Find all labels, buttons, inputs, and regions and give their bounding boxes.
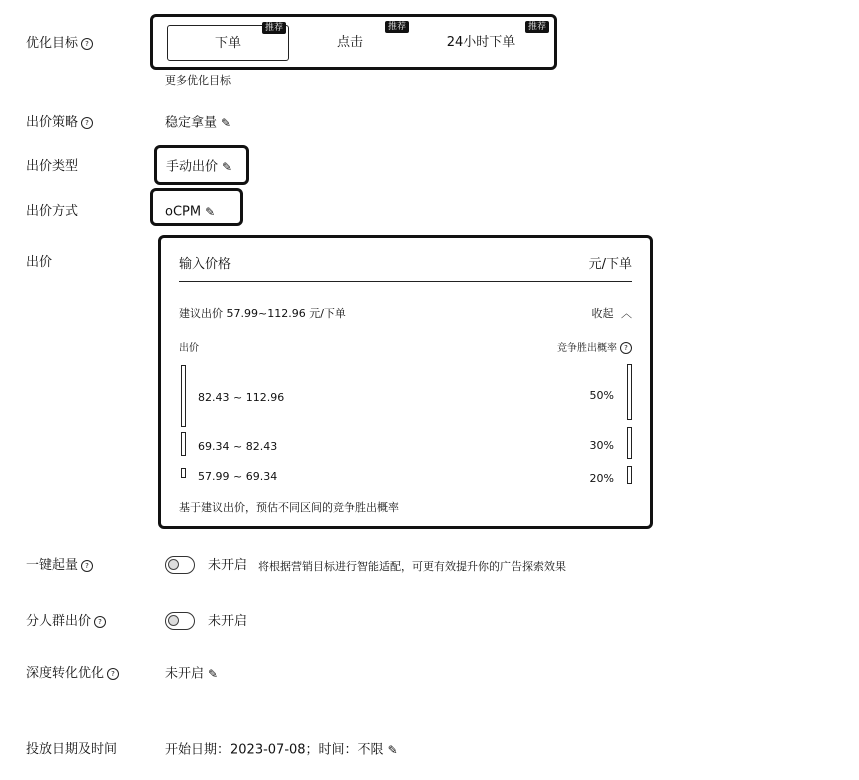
bid-range: 82.43 ~ 112.96 xyxy=(198,391,285,404)
more-goals-link[interactable]: 更多优化目标 xyxy=(165,74,231,87)
bid-type-value[interactable] xyxy=(166,158,232,177)
bid-range: 57.99 ~ 69.34 xyxy=(198,470,278,483)
schedule-label: 投放日期及时间 xyxy=(26,742,118,757)
optimization-goal-label xyxy=(26,35,93,53)
bid-input[interactable]: 输入价格 xyxy=(179,257,232,272)
pencil-icon[interactable]: ✎ xyxy=(221,116,232,130)
collapse-toggle[interactable] xyxy=(592,305,633,323)
deep-conversion-text: 深度转化优化 xyxy=(26,666,105,681)
chevron-up-icon: ︿ xyxy=(621,307,632,320)
col-rate-text: 竞争胜出概率 xyxy=(557,343,617,354)
audience-bid-toggle[interactable] xyxy=(165,612,195,630)
win-rate-bar xyxy=(627,466,632,484)
goal-option-24h-order-label: 24小时下单 xyxy=(446,35,516,50)
win-rate-bar xyxy=(627,364,632,420)
col-rate-header xyxy=(557,340,632,358)
deep-conversion-value[interactable] xyxy=(165,665,218,684)
goal-option-click-label: 点击 xyxy=(336,35,363,50)
win-rate: 50% xyxy=(589,389,614,402)
bid-unit: 元/下单 xyxy=(588,257,632,272)
toggle-switch[interactable] xyxy=(165,612,195,630)
goal-option-order[interactable] xyxy=(167,25,289,61)
pencil-icon[interactable]: ✎ xyxy=(387,743,398,757)
help-icon[interactable] xyxy=(81,117,93,129)
bid-range-bar xyxy=(181,365,186,427)
recommend-badge: 推荐 xyxy=(525,21,549,33)
bid-strategy-label xyxy=(26,114,93,132)
bid-type-text: 手动出价 xyxy=(166,159,219,175)
optimization-goal-segmented xyxy=(150,14,557,70)
pencil-icon[interactable]: ✎ xyxy=(208,667,219,681)
goal-option-click[interactable] xyxy=(289,22,411,61)
suggested-bid: 建议出价 57.99~112.96 元/下单 xyxy=(179,307,346,320)
help-icon[interactable] xyxy=(620,342,632,354)
collapse-label: 收起 xyxy=(591,307,614,320)
toggle-switch[interactable] xyxy=(165,556,195,574)
goal-option-order-label: 下单 xyxy=(214,36,241,51)
audience-bid-status: 未开启 xyxy=(208,614,248,629)
pencil-icon[interactable]: ✎ xyxy=(222,160,233,174)
help-icon[interactable] xyxy=(81,560,93,572)
win-rate: 20% xyxy=(589,472,614,485)
bid-type-label: 出价类型 xyxy=(26,159,79,174)
one-click-boost-text: 一键起量 xyxy=(26,558,79,573)
schedule-text: 开始日期：2023-07-08；时间：不限 xyxy=(165,742,384,758)
bid-method-label: 出价方式 xyxy=(26,204,79,219)
audience-bid-label xyxy=(26,613,106,631)
bid-panel xyxy=(158,235,653,529)
pencil-icon[interactable]: ✎ xyxy=(205,205,216,219)
deep-conversion-label xyxy=(26,665,119,683)
bid-method-text: oCPM xyxy=(165,204,202,220)
help-icon[interactable] xyxy=(107,668,119,680)
one-click-boost-desc: 将根据营销目标进行智能适配，可更有效提升你的广告探索效果 xyxy=(258,560,566,573)
bid-range-bar xyxy=(181,468,186,478)
bid-strategy-text: 稳定拿量 xyxy=(165,115,218,131)
audience-bid-text: 分人群出价 xyxy=(26,614,92,629)
bid-method-value[interactable] xyxy=(165,203,215,222)
bid-strategy-label-text: 出价策略 xyxy=(26,115,79,130)
one-click-boost-toggle[interactable] xyxy=(165,556,195,574)
optimization-goal-label-text: 优化目标 xyxy=(26,36,79,51)
bid-label: 出价 xyxy=(26,255,53,270)
divider xyxy=(179,281,632,282)
bid-footnote: 基于建议出价，预估不同区间的竞争胜出概率 xyxy=(179,501,399,514)
recommend-badge: 推荐 xyxy=(385,21,409,33)
bid-strategy-value[interactable] xyxy=(165,114,231,133)
schedule-value[interactable] xyxy=(165,741,398,760)
recommend-badge: 推荐 xyxy=(262,22,286,34)
bid-range-bar xyxy=(181,432,186,456)
help-icon[interactable] xyxy=(94,616,106,628)
help-icon[interactable] xyxy=(81,38,93,50)
one-click-boost-status: 未开启 xyxy=(208,558,248,573)
col-bid-header: 出价 xyxy=(179,343,199,354)
win-rate: 30% xyxy=(589,439,614,452)
bid-range: 69.34 ~ 82.43 xyxy=(198,440,278,453)
deep-conversion-status: 未开启 xyxy=(165,666,205,682)
goal-option-24h-order[interactable] xyxy=(411,22,551,61)
win-rate-bar xyxy=(627,427,632,459)
one-click-boost-label xyxy=(26,557,93,575)
